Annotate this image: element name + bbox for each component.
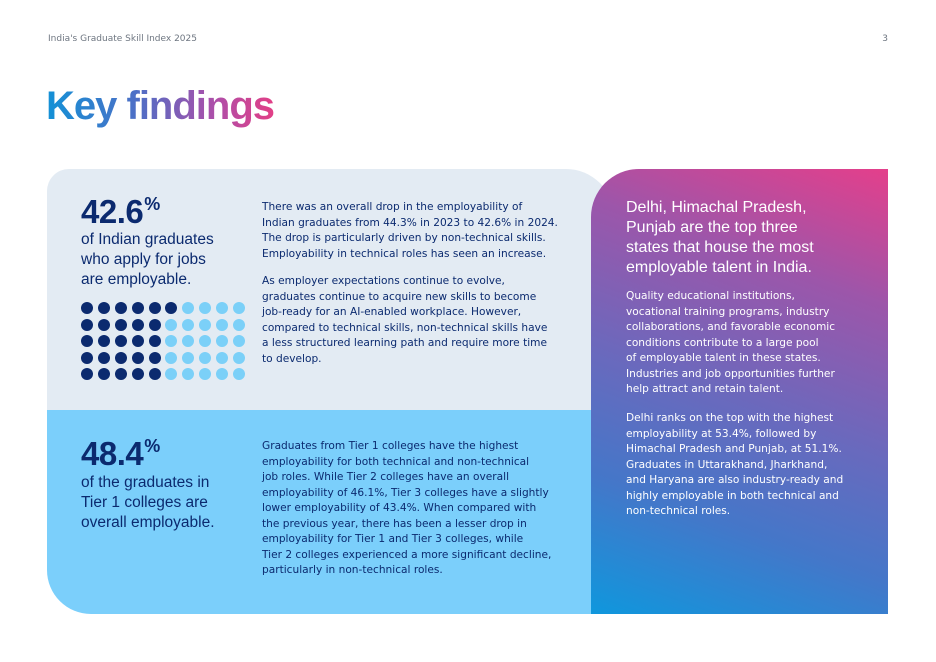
- empty-dot: [233, 319, 245, 331]
- caption-line: Tier 1 colleges are: [81, 494, 208, 511]
- text-line: As employer expectations continue to evolve,: [262, 275, 505, 287]
- heading-line: states that house the most: [626, 239, 814, 256]
- caption-line: who apply for jobs: [81, 251, 206, 268]
- stat-graduates-number: [81, 195, 160, 228]
- states-paragraph-1: [626, 289, 835, 398]
- empty-dot: [216, 319, 228, 331]
- empty-dot: [165, 368, 177, 380]
- empty-dot: [216, 302, 228, 314]
- text-line: vocational training programs, industry: [626, 305, 830, 318]
- heading-line: Delhi, Himachal Pradesh,: [626, 199, 807, 216]
- text-line: employability for Tier 1 and Tier 3 colleges, while: [262, 533, 524, 545]
- filled-dot: [132, 319, 144, 331]
- filled-dot: [115, 335, 127, 347]
- caption-line: of Indian graduates: [81, 231, 214, 248]
- empty-dot: [233, 352, 245, 364]
- employability-dot-grid: [81, 302, 245, 380]
- text-line: conditions contribute to a large pool: [626, 336, 819, 349]
- stat-tier1-value: 48.4: [81, 435, 144, 472]
- text-line: Tier 2 colleges experienced a more significant decline,: [262, 548, 552, 561]
- filled-dot: [115, 352, 127, 364]
- text-line: help attract and retain talent.: [626, 383, 784, 395]
- stat-tier1-unit: %: [144, 436, 160, 456]
- filled-dot: [81, 319, 93, 331]
- filled-dot: [149, 368, 161, 380]
- filled-dot: [98, 368, 110, 380]
- empty-dot: [199, 352, 211, 364]
- empty-dot: [182, 352, 194, 364]
- page-number: 3: [882, 34, 888, 44]
- empty-dot: [216, 335, 228, 347]
- filled-dot: [115, 319, 127, 331]
- text-line: compared to technical skills, non-technical skills have: [262, 321, 548, 334]
- text-line: collaborations, and favorable economic: [626, 321, 836, 333]
- filled-dot: [81, 352, 93, 364]
- text-line: particularly in non-technical roles.: [262, 564, 443, 576]
- filled-dot: [81, 368, 93, 380]
- heading-line: employable talent in India.: [626, 259, 812, 276]
- filled-dot: [149, 352, 161, 364]
- text-line: There was an overall drop in the employability of: [262, 201, 523, 213]
- states-paragraph-2: [626, 411, 843, 520]
- running-header-title: India's Graduate Skill Index 2025: [48, 34, 197, 44]
- stat-graduates-paragraph-2: [262, 274, 554, 367]
- text-line: Delhi ranks on the top with the highest: [626, 412, 834, 424]
- empty-dot: [199, 368, 211, 380]
- text-line: job-ready for an AI-enabled workplace. However,: [262, 306, 522, 318]
- empty-dot: [182, 335, 194, 347]
- empty-dot: [199, 302, 211, 314]
- text-line: employability of 46.1%, Tier 3 colleges have a slightly: [262, 486, 549, 499]
- text-line: a less structured learning path and require more time: [262, 337, 548, 349]
- stat-graduates-paragraph-1: [262, 200, 558, 262]
- empty-dot: [165, 352, 177, 364]
- filled-dot: [149, 319, 161, 331]
- filled-dot: [165, 302, 177, 314]
- text-line: non-technical roles.: [626, 505, 731, 517]
- filled-dot: [81, 302, 93, 314]
- text-line: Indian graduates from 44.3% in 2023 to 42.6% in 2024.: [262, 216, 558, 229]
- states-heading: [626, 198, 814, 278]
- empty-dot: [233, 335, 245, 347]
- stat-tier1-paragraph: [262, 439, 554, 579]
- empty-dot: [182, 302, 194, 314]
- empty-dot: [165, 319, 177, 331]
- filled-dot: [149, 302, 161, 314]
- caption-line: overall employable.: [81, 514, 215, 531]
- empty-dot: [216, 368, 228, 380]
- empty-dot: [199, 319, 211, 331]
- filled-dot: [115, 368, 127, 380]
- text-line: employability for both technical and non-technical: [262, 455, 530, 468]
- filled-dot: [132, 302, 144, 314]
- text-line: highly employable in both technical and: [626, 489, 839, 502]
- filled-dot: [132, 352, 144, 364]
- filled-dot: [98, 302, 110, 314]
- heading-line: Punjab are the top three: [626, 219, 798, 236]
- text-line: employability at 53.4%, followed by: [626, 427, 817, 440]
- filled-dot: [98, 352, 110, 364]
- filled-dot: [132, 368, 144, 380]
- text-line: graduates continue to acquire new skills to become: [262, 290, 537, 303]
- text-line: to develop.: [262, 352, 322, 365]
- text-line: Industries and job opportunities further: [626, 367, 835, 380]
- caption-line: of the graduates in: [81, 474, 210, 491]
- empty-dot: [182, 368, 194, 380]
- filled-dot: [98, 335, 110, 347]
- filled-dot: [98, 319, 110, 331]
- text-line: Employability in technical roles has seen an increase.: [262, 247, 547, 260]
- caption-line: are employable.: [81, 271, 192, 288]
- stat-tier1-number: [81, 437, 160, 470]
- text-line: The drop is particularly driven by non-technical skills.: [262, 232, 546, 244]
- text-line: job roles. While Tier 2 colleges have an overall: [262, 471, 510, 483]
- stat-graduates-caption: [81, 230, 214, 290]
- stat-graduates-value: 42.6: [81, 193, 144, 230]
- text-line: and Haryana are also industry-ready and: [626, 474, 844, 486]
- text-line: Quality educational institutions,: [626, 290, 795, 302]
- text-line: lower employability of 43.4%. When compared with: [262, 502, 537, 514]
- empty-dot: [216, 352, 228, 364]
- stat-tier1-caption: [81, 473, 215, 533]
- text-line: Graduates from Tier 1 colleges have the highest: [262, 440, 519, 452]
- empty-dot: [233, 368, 245, 380]
- empty-dot: [199, 335, 211, 347]
- page-title: Key findings: [46, 84, 275, 128]
- empty-dot: [182, 319, 194, 331]
- stat-graduates-unit: %: [144, 194, 160, 214]
- filled-dot: [115, 302, 127, 314]
- empty-dot: [165, 335, 177, 347]
- text-line: the previous year, there has been a lesser drop in: [262, 517, 527, 530]
- text-line: Graduates in Uttarakhand, Jharkhand,: [626, 458, 828, 471]
- text-line: of employable talent in these states.: [626, 352, 821, 364]
- empty-dot: [233, 302, 245, 314]
- filled-dot: [149, 335, 161, 347]
- filled-dot: [132, 335, 144, 347]
- filled-dot: [81, 335, 93, 347]
- text-line: Himachal Pradesh and Punjab, at 51.1%.: [626, 443, 842, 455]
